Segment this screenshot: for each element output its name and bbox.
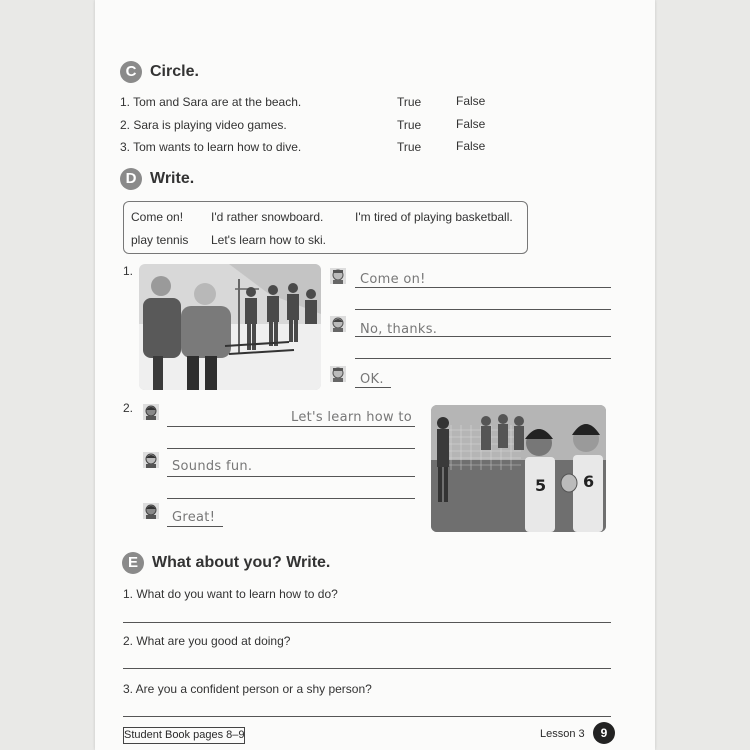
writing-line <box>355 358 611 359</box>
question-e-3: 3. Are you a confident person or a shy person? <box>123 682 372 696</box>
answer-2-line-1: Let's learn how to <box>291 410 413 425</box>
exercise-1-number: 1. <box>123 264 134 278</box>
true-option-3[interactable]: True <box>397 140 422 154</box>
question-e-2: 2. What are you good at doing? <box>123 634 291 648</box>
ski-photo <box>139 264 321 390</box>
word-box-item: play tennis <box>131 233 189 247</box>
writing-line <box>355 387 391 388</box>
writing-line <box>167 476 415 477</box>
writing-line <box>167 448 415 449</box>
exercise-2-number: 2. <box>123 401 134 415</box>
section-d-title: Write. <box>150 170 195 187</box>
false-option-2[interactable]: False <box>456 117 486 131</box>
section-c-title: Circle. <box>150 63 199 80</box>
page-number: 9 <box>593 722 615 744</box>
section-e-title: What about you? Write. <box>152 554 331 571</box>
answer-2-line-2: Sounds fun. <box>172 459 253 474</box>
word-box-item: I'm tired of playing basketball. <box>355 210 513 224</box>
boy-face-icon <box>330 366 346 382</box>
true-option-1[interactable]: True <box>397 95 422 109</box>
tennis-photo <box>431 405 606 532</box>
writing-line <box>355 309 611 310</box>
boy-face-icon <box>330 268 346 284</box>
word-box-item: Let's learn how to ski. <box>211 233 327 247</box>
lesson-label: Lesson 3 <box>540 728 585 740</box>
section-d-badge: D <box>120 168 142 190</box>
svg-text:5: 5 <box>535 476 547 495</box>
student-book-reference: Student Book pages 8–9 <box>123 727 245 744</box>
girl-face-icon <box>143 452 159 468</box>
answer-1-line-3: OK. <box>360 372 384 387</box>
answer-line-e-2[interactable] <box>123 668 611 669</box>
writing-line <box>355 336 611 337</box>
word-box-item: I'd rather snowboard. <box>211 210 324 224</box>
question-c-2: 2. Sara is playing video games. <box>120 118 287 132</box>
answer-line-e-3[interactable] <box>123 716 611 717</box>
false-option-1[interactable]: False <box>456 94 486 108</box>
section-c-badge: C <box>120 61 142 83</box>
question-e-1: 1. What do you want to learn how to do? <box>123 587 338 601</box>
writing-line <box>167 498 415 499</box>
question-c-1: 1. Tom and Sara are at the beach. <box>120 95 302 109</box>
answer-1-line-2: No, thanks. <box>360 322 438 337</box>
girl-face-icon <box>143 503 159 519</box>
answer-2-line-3: Great! <box>172 510 216 525</box>
writing-line <box>167 426 415 427</box>
girl-face-icon <box>143 404 159 420</box>
writing-line <box>355 287 611 288</box>
writing-line <box>167 526 223 527</box>
girl-face-icon <box>330 316 346 332</box>
false-option-3[interactable]: False <box>456 139 486 153</box>
word-box <box>123 201 528 254</box>
svg-text:6: 6 <box>583 472 595 491</box>
section-e-badge: E <box>122 552 144 574</box>
answer-1-line-1: Come on! <box>360 272 426 287</box>
workbook-page <box>95 0 655 750</box>
true-option-2[interactable]: True <box>397 118 422 132</box>
answer-line-e-1[interactable] <box>123 622 611 623</box>
word-box-item: Come on! <box>131 210 184 224</box>
question-c-3: 3. Tom wants to learn how to dive. <box>120 140 302 154</box>
